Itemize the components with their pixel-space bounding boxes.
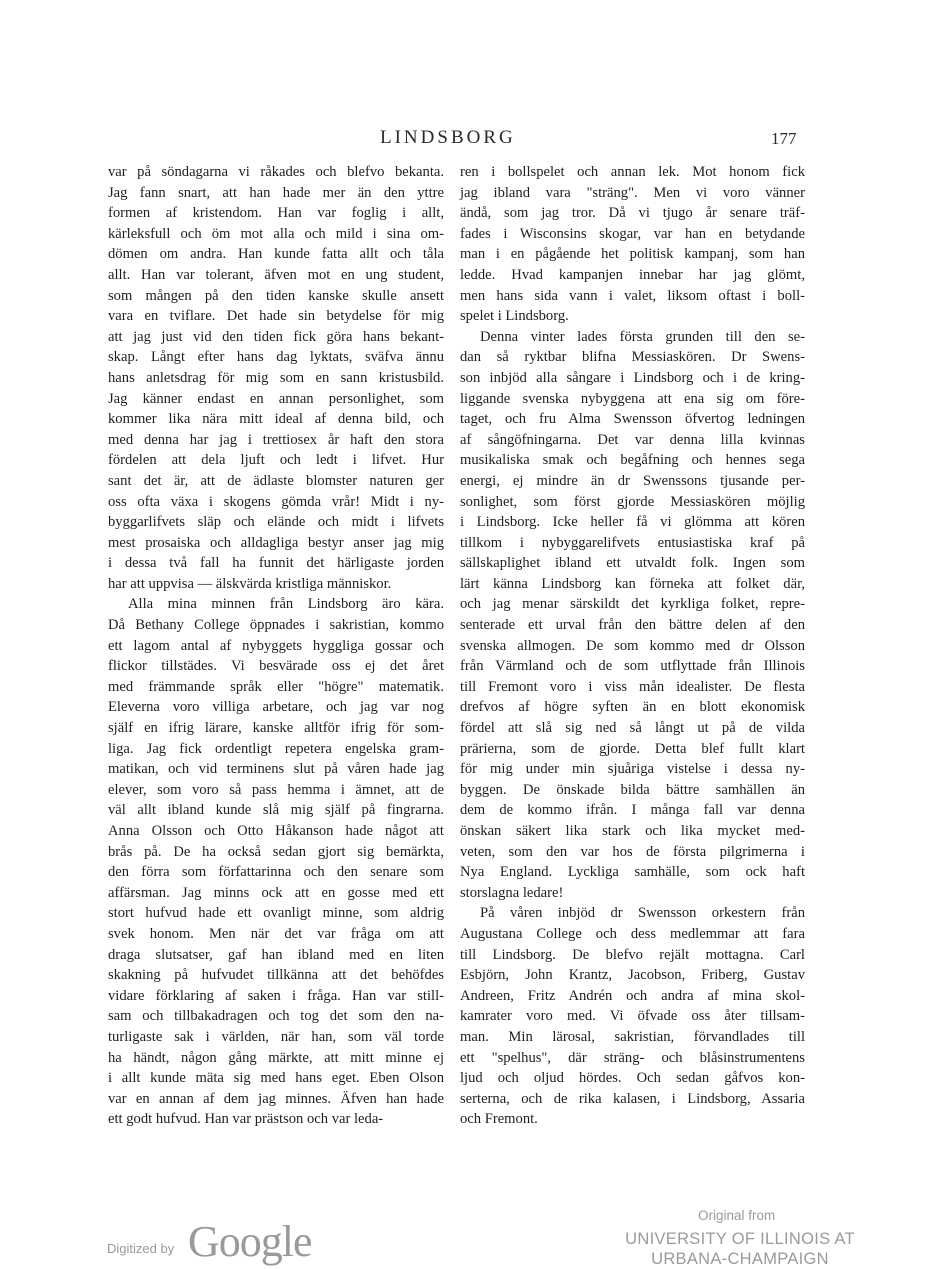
text-line: svenska allmogen. De som kommo med dr Olsson [460, 637, 805, 654]
text-line: fördelen att dela ljuft och ledt i lifvet. Hur [108, 452, 444, 469]
text-line: dömen om andra. Han kunde fatta allt och tåla [108, 246, 444, 263]
text-line: lärt känna Lindsborg kan förneka att folket där, [460, 575, 805, 592]
text-line: men hans sida vann i valet, liksom oftast i boll- [460, 287, 805, 304]
text-line: stort hufvud hade ett ovanligt minne, som aldrig [108, 905, 444, 922]
text-line: senterade ett urval från den bättre delen af den [460, 617, 805, 634]
text-line: den förra som författarinna och den senare som [108, 864, 444, 881]
text-line: ljud och oljud hördes. Och sedan gåfvos kon- [460, 1070, 805, 1087]
text-line: ha händt, någon gång märkte, att mitt minne ej [108, 1049, 444, 1066]
text-line: från Värmland och de som utflyttade från Illinois [460, 658, 805, 675]
text-line: fades i Wisconsins skogar, var han en betydande [460, 225, 805, 242]
text-line: Esbjörn, John Krantz, Jacobson, Friberg, Gustav [460, 967, 805, 984]
text-line: vidare förklaring af saken i fråga. Han var still- [108, 987, 444, 1004]
text-line: veten, som den var hos de första pilgrimerna i [460, 843, 805, 860]
text-line: af sångöfningarna. Det var denna lilla kvinnas [460, 431, 805, 448]
text-line: kärleksfull och öm mot alla och mild i sina om- [108, 225, 444, 242]
text-line: taget, och fru Alma Swensson öfvertog ledningen [460, 411, 805, 428]
text-line: kamrater voro med. Vi öfvade oss åter tillsam- [460, 1008, 805, 1025]
text-line: Eleverna voro villiga arbetare, och jag var nog [108, 699, 444, 716]
text-line: skap. Långt efter hans dag lyktats, sväfva ännu [108, 349, 444, 366]
text-line: var på söndagarna vi råkades och blefvo bekanta. [108, 164, 444, 180]
text-line: storslagna ledare! [460, 884, 564, 901]
text-line: liga. Jag fick ordentligt repetera engelska gram- [108, 740, 444, 757]
text-line: sonlighet, som först gjorde Messiaskören möjlig [460, 493, 805, 510]
text-line: drefvos af högre syften än en blott ekonomisk [460, 699, 805, 716]
text-line: ett godt hufvud. Han var prästson och var leda- [108, 1111, 384, 1128]
text-line: och jag menar särskildt det kyrkliga folket, repre- [460, 596, 805, 613]
text-line: ändå, som jag tror. Då vi tjugo år senare träf- [460, 205, 805, 222]
text-line: fördel att slå sig ned så långt ut på de vilda [460, 720, 805, 737]
text-line: med denna har jag i trettiosex år haft den stora [108, 431, 444, 448]
text-line: svek honom. Men när det var fråga om att [108, 925, 444, 942]
text-line: man. Min lärosal, sakristian, förvandlades till [460, 1028, 805, 1045]
text-line: liggande svenska nybyggena att ena sig om före- [460, 390, 805, 407]
text-line: kommer lika nära mitt ideal af denna bild, och [108, 411, 444, 428]
text-line: På våren inbjöd dr Swensson orkestern från [480, 905, 805, 922]
text-line: draga slutsatser, gaf han ibland med en liten [108, 946, 444, 963]
text-line: oss ofta växa i skogens gömda vrår! Midt i ny- [108, 493, 444, 510]
text-line: mest prosaiska och alldagliga bestyr anser jag mig [108, 534, 444, 551]
text-line: ren i bollspelet och annan lek. Mot honom fick [460, 164, 805, 180]
text-line: brås på. De ha också sedan gjort sig bemärkta, [108, 843, 444, 860]
text-line: som mången på den tiden kanske skulle ansett [108, 287, 444, 304]
university-line-2: URBANA-CHAMPAIGN [651, 1250, 829, 1268]
text-line: tillkom i nybyggarelifvets entusiastiska kraf på [460, 534, 805, 551]
text-line: var en annan af dem jag minnes. Äfven han hade [108, 1090, 444, 1107]
text-line: Andreen, Fritz Andrén och andra af mina skol- [460, 987, 805, 1004]
text-line: i allt kunde mäta sig med hans eget. Eben Olson [108, 1070, 444, 1087]
text-line: Jag fann snart, att han hade mer än den yttre [108, 184, 444, 201]
text-line: Anna Olsson och Otto Håkanson hade något att [108, 823, 444, 839]
digitized-by-label: Digitized by [107, 1241, 175, 1256]
running-head: LINDSBORG [380, 127, 516, 148]
text-line: att jag just vid den tiden fick göra hans bekant- [108, 328, 444, 345]
text-line: i dessa två fall ha funnit det härligaste jorden [108, 555, 444, 572]
text-line: turligaste sak i världen, när han, som väl torde [108, 1028, 444, 1045]
text-line: Nya England. Lyckliga samhälle, som ock haft [460, 864, 805, 881]
text-line: sällskaplighet ibland ett utvaldt folk. Ingen som [460, 555, 805, 572]
original-from-label: Original from [698, 1208, 776, 1223]
text-line: elever, som voro så pass hemma i ämnet, att de [108, 781, 444, 798]
text-line: ett lagom antal af nybyggets hyggliga gossar och [108, 637, 444, 654]
text-line: flickor tillstädes. Vi besvärade oss ej det året [108, 658, 444, 675]
text-line: ett "spelhus", där sträng- och blåsinstrumentens [460, 1049, 805, 1066]
text-line: själf en ifrig lärare, kanske alltför ifrig för som- [108, 720, 444, 737]
text-line: formen af kristendom. Han var foglig i allt, [108, 205, 444, 222]
text-line: sant det är, att de ädlaste blomster naturen ger [108, 472, 444, 489]
text-line: Då Bethany College öppnades i sakristian, kommo [108, 617, 444, 634]
text-line: dem de kommo ifrån. I många fall var denna [460, 802, 805, 819]
text-line: till Lindsborg. De blefvo rejält mottagna. Carl [460, 946, 805, 963]
text-line: för mig under min sjuåriga vistelse i dessa ny- [460, 761, 805, 778]
text-line: Augustana College och dess medlemmar att fara [460, 925, 805, 942]
text-line: och Fremont. [460, 1111, 538, 1128]
text-line: önskan säkert lika stark och lika mycket med- [460, 823, 805, 839]
text-line: son inbjöd alla sångare i Lindsborg och i de kring- [460, 369, 805, 386]
google-logo: Google [188, 1217, 312, 1266]
text-line: Denna vinter lades första grunden till den se- [480, 328, 805, 345]
text-line: matikan, och vid terminens slut på våren hade jag [108, 761, 444, 778]
text-line: allt. Han var tolerant, äfven mot en ung student, [108, 266, 444, 283]
right-column [460, 162, 805, 1130]
text-line: byggarlifvets släp och elände och midt i lifvets [108, 514, 444, 531]
university-credit [622, 1229, 858, 1269]
text-line: man i en pågående het politisk kampanj, som han [460, 246, 805, 263]
text-line: byggen. De önskade bilda bättre samhällen än [460, 781, 805, 798]
text-line: Alla mina minnen från Lindsborg äro kära. [128, 596, 444, 613]
page-number: 177 [771, 129, 797, 148]
text-line: energi, ej mindre än dr Swenssons tjusande per- [460, 472, 805, 489]
university-line-1: UNIVERSITY OF ILLINOIS AT [625, 1230, 855, 1248]
text-line: i Lindsborg. Icke heller få vi glömma att kören [460, 514, 805, 531]
text-line: sam och tillbakadragen och tog det som den na- [108, 1008, 444, 1025]
text-line: med främmande språk eller "högre" matematik. [108, 678, 444, 695]
text-line: till Fremont voro i viss mån idealister. De flesta [460, 678, 805, 695]
text-line: affärsman. Jag minns ock att en gosse med ett [108, 884, 444, 901]
text-line: prärierna, som de gjorde. Detta blef fullt klart [460, 740, 805, 757]
text-line: hans anletsdrag för mig som en sann kristusbild. [108, 369, 444, 386]
text-line: dan så ryktbar blifna Messiaskören. Dr Swens- [460, 349, 805, 366]
text-line: vara en tviflare. Det hade sin betydelse för mig [108, 308, 444, 325]
left-column [108, 162, 444, 1130]
text-line: skakning på hufvudet tillkänna att det behöfdes [108, 967, 444, 984]
text-line: väl allt ibland kunde slå mig själf på fingrarna. [108, 802, 444, 819]
text-line: har att uppvisa — älskvärda kristliga människor. [108, 575, 392, 592]
text-line: serterna, och de rika kalasen, i Lindsborg, Assaria [460, 1090, 805, 1107]
text-line: musikaliska smak och begåfning och hennes sega [460, 452, 805, 469]
text-line: ledde. Hvad kampanjen innebar har jag glömt, [460, 266, 805, 283]
text-line: jag ibland vara "sträng". Men vi voro vänner [460, 184, 805, 201]
text-line: spelet i Lindsborg. [460, 308, 569, 325]
text-line: Jag känner endast en annan personlighet, som [108, 390, 444, 407]
